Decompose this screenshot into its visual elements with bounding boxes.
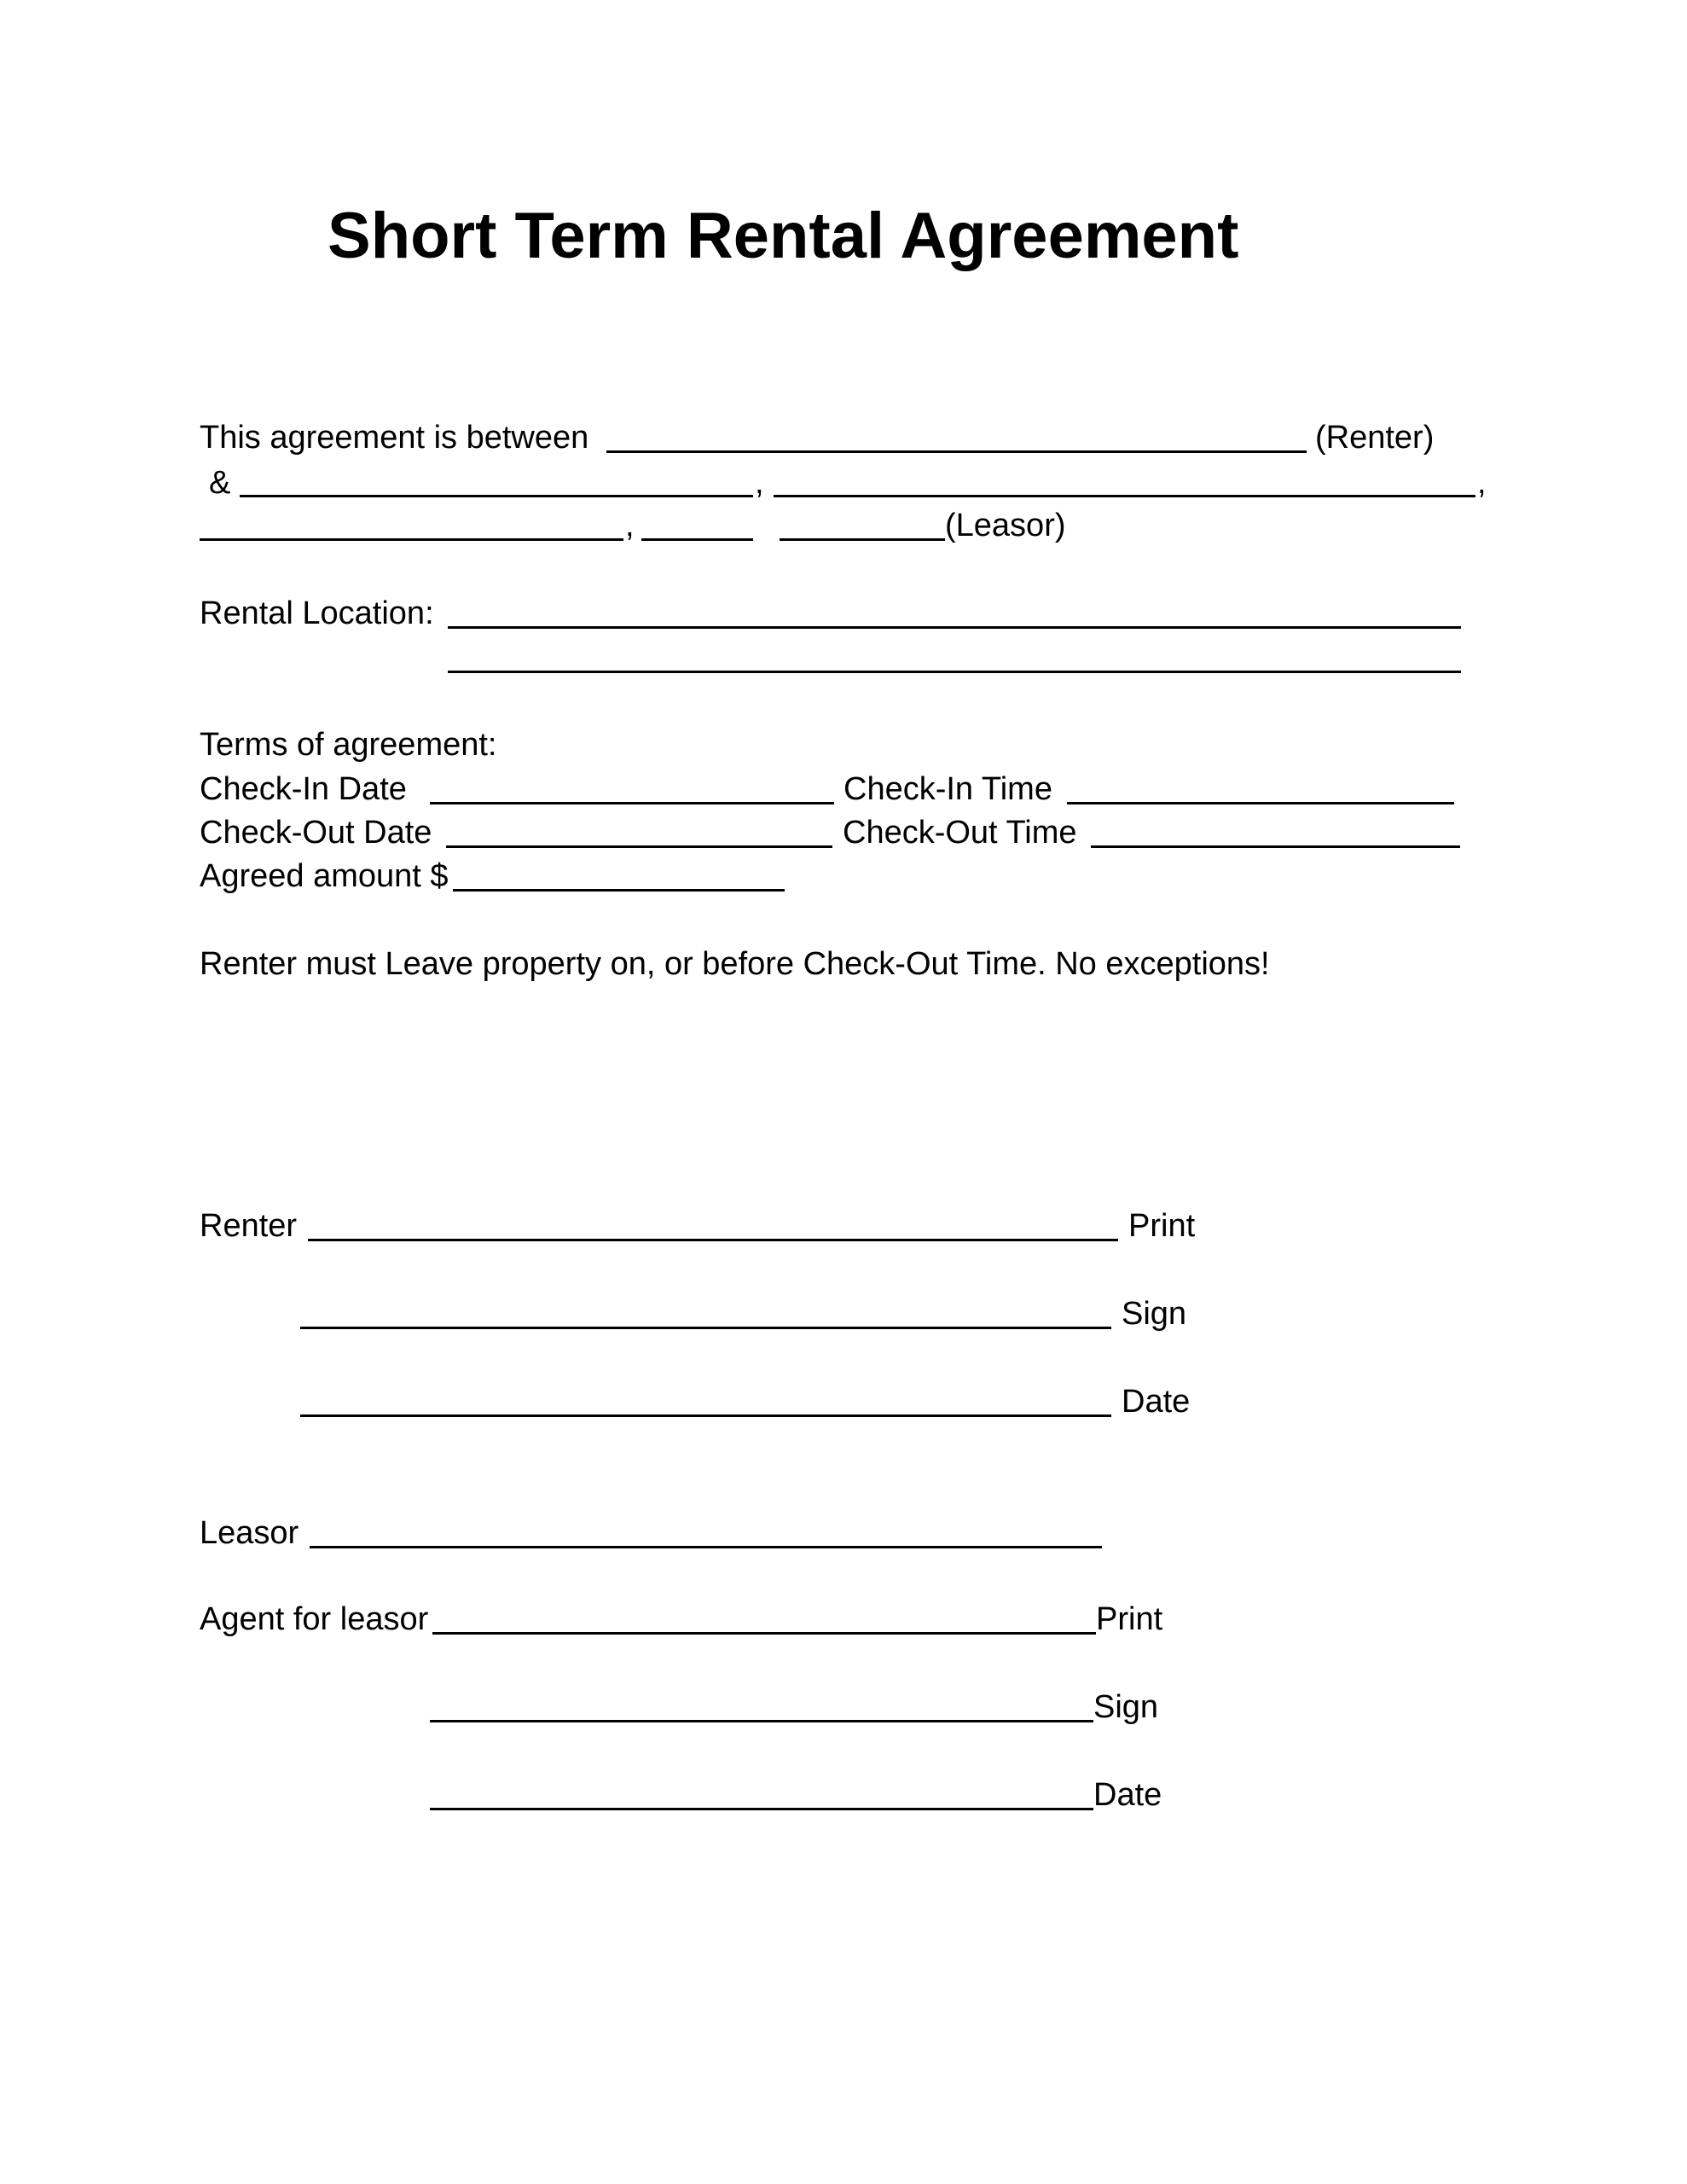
agent-print-label: Print bbox=[1096, 1601, 1163, 1637]
renter-name-field[interactable] bbox=[606, 450, 1307, 453]
comma: , bbox=[755, 465, 764, 501]
leasor-label: (Leasor) bbox=[945, 508, 1066, 543]
checkout-date-label: Check-Out Date bbox=[200, 815, 432, 851]
leasor-zip-field[interactable] bbox=[780, 538, 945, 541]
leasor-signature-label: Leasor bbox=[200, 1515, 299, 1551]
checkout-time-field[interactable] bbox=[1091, 845, 1460, 848]
rental-location-field-1[interactable] bbox=[448, 626, 1461, 629]
terms-heading: Terms of agreement: bbox=[200, 727, 497, 763]
leasor-city-field[interactable] bbox=[200, 538, 623, 541]
checkin-date-label: Check-In Date bbox=[200, 771, 407, 807]
checkout-date-field[interactable] bbox=[446, 845, 832, 848]
agent-date-label: Date bbox=[1093, 1777, 1162, 1813]
comma: , bbox=[625, 508, 635, 543]
renter-print-label: Print bbox=[1128, 1208, 1196, 1244]
rental-location-field-2[interactable] bbox=[448, 671, 1461, 673]
agent-date-field[interactable] bbox=[430, 1808, 1093, 1810]
agreed-amount-field[interactable] bbox=[453, 889, 785, 892]
renter-label: (Renter) bbox=[1315, 420, 1435, 456]
checkout-time-label: Check-Out Time bbox=[843, 815, 1077, 851]
comma: , bbox=[1477, 465, 1487, 501]
leasor-state-field[interactable] bbox=[641, 538, 753, 541]
checkin-date-field[interactable] bbox=[430, 802, 834, 804]
leasor-signature-field[interactable] bbox=[310, 1546, 1102, 1548]
agreed-amount-label: Agreed amount $ bbox=[200, 858, 449, 894]
renter-date-label: Date bbox=[1122, 1384, 1191, 1420]
renter-sign-label: Sign bbox=[1122, 1296, 1187, 1332]
renter-date-field[interactable] bbox=[300, 1414, 1111, 1417]
rental-location-label: Rental Location: bbox=[200, 595, 434, 631]
renter-print-field[interactable] bbox=[308, 1239, 1118, 1241]
agent-sign-field[interactable] bbox=[430, 1720, 1093, 1722]
checkin-time-field[interactable] bbox=[1067, 802, 1454, 804]
agent-label: Agent for leasor bbox=[200, 1601, 429, 1637]
document-title: Short Term Rental Agreement bbox=[328, 200, 1239, 272]
agent-sign-label: Sign bbox=[1093, 1689, 1159, 1725]
checkin-time-label: Check-In Time bbox=[844, 771, 1052, 807]
leasor-address-field[interactable] bbox=[774, 495, 1475, 497]
agent-print-field[interactable] bbox=[432, 1632, 1096, 1635]
ampersand: & bbox=[209, 465, 231, 501]
renter-sign-field[interactable] bbox=[300, 1327, 1111, 1329]
checkout-notice: Renter must Leave property on, or before Check-Out Time. No exceptions! bbox=[200, 946, 1270, 982]
renter-signature-label: Renter bbox=[200, 1208, 298, 1244]
leasor-name-field[interactable] bbox=[240, 495, 753, 497]
intro-text: This agreement is between bbox=[200, 420, 589, 456]
